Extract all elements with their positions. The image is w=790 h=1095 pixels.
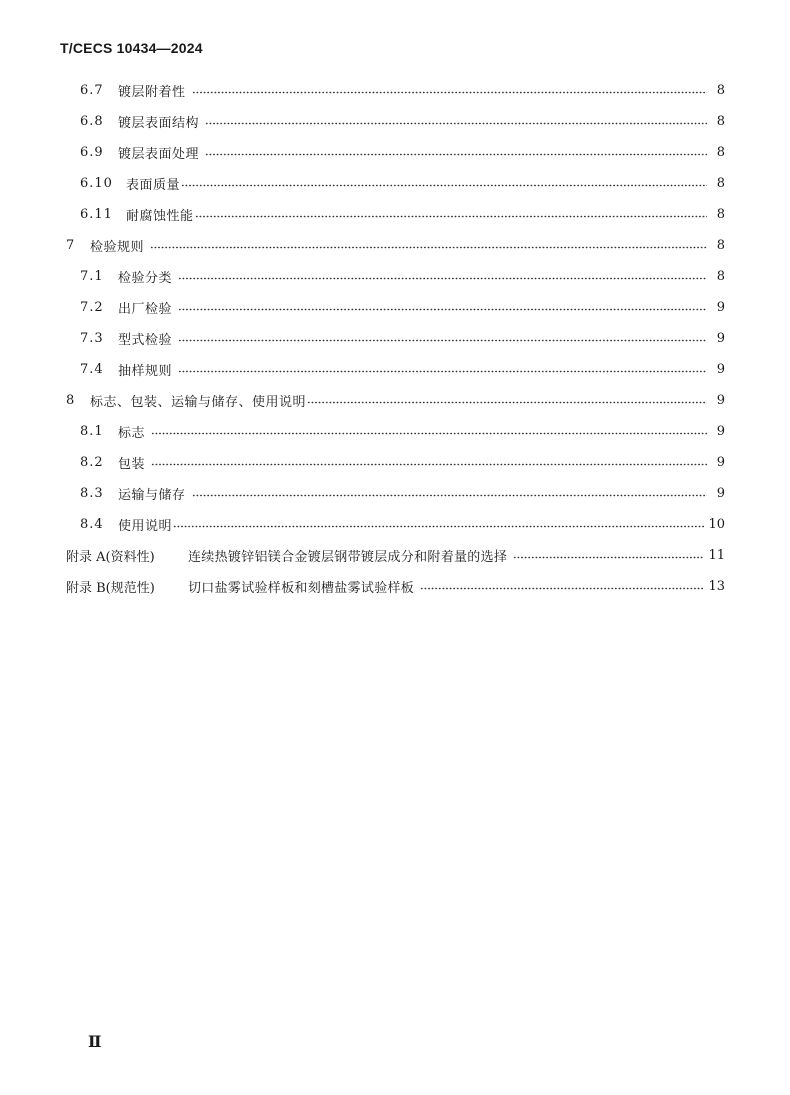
toc-entry-title: 表面质量 [126,177,181,193]
toc-entry-page: 8 [716,268,725,284]
toc-entry-number: 7 [66,237,76,253]
toc-entry-title: 使用说明 [118,518,173,534]
toc-entry-page: 9 [716,299,725,315]
toc-entry-page: 9 [716,485,725,501]
toc-entry[interactable] [0,297,790,317]
toc-entry[interactable] [0,204,790,224]
toc-dot-leader [205,142,707,162]
toc-dot-leader [178,297,707,317]
page-number: Ⅱ [88,1032,102,1051]
toc-dot-leader [150,235,707,255]
toc-entry[interactable] [0,142,790,162]
toc-entry-title: 镀层表面结构 [118,115,200,131]
toc-entry[interactable] [0,390,790,410]
toc-entry-title: 运输与储存 [118,487,186,503]
toc-entry-page: 8 [716,82,725,98]
toc-entry-number: 8.2 [80,454,104,470]
toc-entry-page: 8 [716,144,725,160]
toc-dot-leader [178,359,707,379]
toc-entry-title: 包装 [118,456,146,472]
toc-dot-leader [205,111,707,131]
toc-entry-title: 标志 [118,425,146,441]
toc-entry[interactable] [0,545,790,565]
toc-entry-page: 9 [716,330,725,346]
toc-dot-leader [192,483,707,503]
toc-entry-number: 附录 B(规范性) [66,580,155,596]
toc-entry-page: 9 [716,392,725,408]
toc-entry-page: 10 [708,516,725,532]
toc-dot-leader [420,576,704,596]
toc-entry[interactable] [0,576,790,596]
toc-entry[interactable] [0,514,790,534]
toc-entry-number: 7.1 [80,268,104,284]
toc-entry-page: 13 [708,578,725,594]
toc-entry[interactable] [0,359,790,379]
toc-entry[interactable] [0,266,790,286]
toc-entry-title: 镀层表面处理 [118,146,200,162]
toc-dot-leader [151,452,707,472]
toc-entry[interactable] [0,483,790,503]
toc-entry[interactable] [0,452,790,472]
toc-entry-number: 6.10 [80,175,113,191]
toc-entry[interactable] [0,328,790,348]
toc-dot-leader [307,390,707,410]
toc-entry-page: 8 [716,175,725,191]
toc-entry[interactable] [0,111,790,131]
toc-entry-number: 7.4 [80,361,104,377]
toc-entry-number: 8.4 [80,516,104,532]
toc-entry-number: 7.3 [80,330,104,346]
toc-dot-leader [173,514,704,534]
toc-entry-title: 切口盐雾试验样板和刻槽盐雾试验样板 [188,580,415,596]
toc-dot-leader [151,421,707,441]
toc-entry-number: 7.2 [80,299,104,315]
toc-entry-number: 6.9 [80,144,104,160]
toc-entry[interactable] [0,173,790,193]
toc-dot-leader [192,80,707,100]
toc-entry-page: 8 [716,113,725,129]
toc-entry-page: 9 [716,361,725,377]
toc-entry[interactable] [0,80,790,100]
toc-entry[interactable] [0,235,790,255]
toc-entry-page: 11 [708,547,725,563]
toc-dot-leader [181,173,707,193]
toc-entry-number: 6.11 [80,206,113,222]
toc-dot-leader [178,266,707,286]
toc-entry-number: 附录 A(资料性) [66,549,155,565]
toc-entry-title: 镀层附着性 [118,84,186,100]
toc-entry-page: 8 [716,206,725,222]
toc-entry-number: 6.7 [80,82,104,98]
toc-entry-title: 标志、包装、运输与储存、使用说明 [90,394,307,410]
toc-entry-number: 6.8 [80,113,104,129]
toc-entry-title: 检验规则 [90,239,145,255]
standard-code: T/CECS 10434—2024 [60,40,203,56]
toc-entry-number: 8 [66,392,76,408]
toc-entry[interactable] [0,421,790,441]
toc-entry-page: 8 [716,237,725,253]
toc-dot-leader [513,545,704,565]
toc-dot-leader [178,328,707,348]
toc-entry-title: 型式检验 [118,332,173,348]
toc-entry-page: 9 [716,423,725,439]
toc-entry-title: 抽样规则 [118,363,173,379]
toc-entry-title: 出厂检验 [118,301,173,317]
toc-dot-leader [195,204,707,224]
toc-entry-page: 9 [716,454,725,470]
toc-entry-title: 连续热镀锌铝镁合金镀层钢带镀层成分和附着量的选择 [188,549,508,565]
toc-entry-number: 8.3 [80,485,104,501]
toc-entry-title: 检验分类 [118,270,173,286]
toc-entry-number: 8.1 [80,423,104,439]
toc-entry-title: 耐腐蚀性能 [126,208,194,224]
